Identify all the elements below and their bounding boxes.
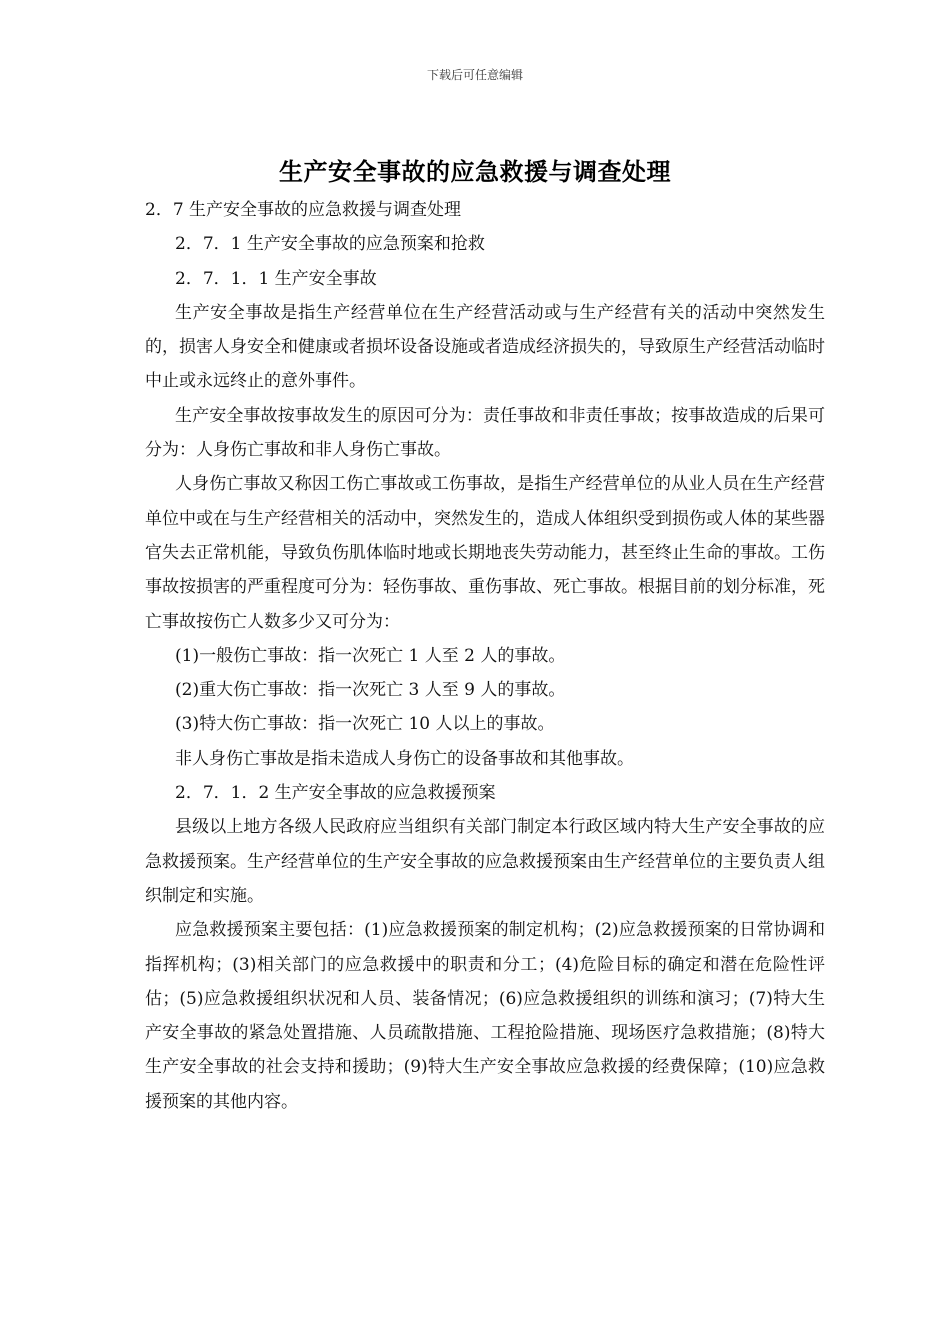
list-item: (1)一般伤亡事故：指一次死亡 1 人至 2 人的事故。 [175, 645, 566, 666]
header-note: 下载后可任意编辑 [426, 68, 523, 82]
paragraph-non-casualty: 非人身伤亡事故是指未造成人身伤亡的设备事故和其他事故。 [175, 748, 634, 769]
section-heading-2-7-1: 2．7．1 生产安全事故的应急预案和抢救 [175, 234, 485, 255]
section-heading-2-7: 2．7 生产安全事故的应急救援与调查处理 [145, 200, 462, 220]
document-body [145, 193, 825, 1119]
list-item: (2)重大伤亡事故：指一次死亡 3 人至 9 人的事故。 [175, 680, 566, 701]
section-heading-2-7-1-2: 2．7．1．2 生产安全事故的应急救援预案 [175, 783, 496, 804]
paragraph-emergency-plan: 县级以上地方各级人民政府应当组织有关部门制定本行政区域内特大生产安全事故的应急救援预案。生产经营单位的生产安全事故的应急救援预案由生产经营单位的主要负责人组织制定和实施。 [145, 817, 825, 906]
paragraph-plan-contents: 应急救援预案主要包括：(1)应急救援预案的制定机构；(2)应急救援预案的日常协调和指挥机构；(3)相关部门的应急救援中的职责和分工；(4)危险目标的确定和潜在危险性评估；(5)应急救援组织状况和人员、装备情况；(6)应急救援组织的训练和演习；(7)特大生产安全事故的紧急处置措施、人员疏散措施、工程抢险措施、现场医疗急救措施；(8)特大生产安全事故的社会支持和援助；(9)特大生产安全事故应急救援的经费保障；(10)应急救援预案的其他内容。 [145, 920, 825, 1112]
paragraph-classification: 生产安全事故按事故发生的原因可分为：责任事故和非责任事故；按事故造成的后果可分为：人身伤亡事故和非人身伤亡事故。 [145, 405, 825, 461]
paragraph-definition: 生产安全事故是指生产经营单位在生产经营活动或与生产经营有关的活动中突然发生的，损害人身安全和健康或者损坏设备设施或者造成经济损失的，导致原生产经营活动临时中止或永远终止的意外事件。 [145, 302, 825, 392]
document-title: 生产安全事故的应急救援与调查处理 [279, 157, 671, 186]
list-item: (3)特大伤亡事故：指一次死亡 10 人以上的事故。 [175, 714, 555, 735]
paragraph-casualty-accident: 人身伤亡事故又称因工伤亡事故或工伤事故，是指生产经营单位的从业人员在生产经营单位中或在与生产经营相关的活动中，突然发生的，造成人体组织受到损伤或人体的某些器官失去正常机能，导致负伤肌体临时地或长期地丧失劳动能力，甚至终止生命的事故。工伤事故按损害的严重程度可分为：轻伤事故、重伤事故、死亡事故。根据目前的划分标准，死亡事故按伤亡人数多少又可分为： [145, 474, 825, 632]
section-heading-2-7-1-1: 2．7．1．1 生产安全事故 [175, 268, 377, 289]
